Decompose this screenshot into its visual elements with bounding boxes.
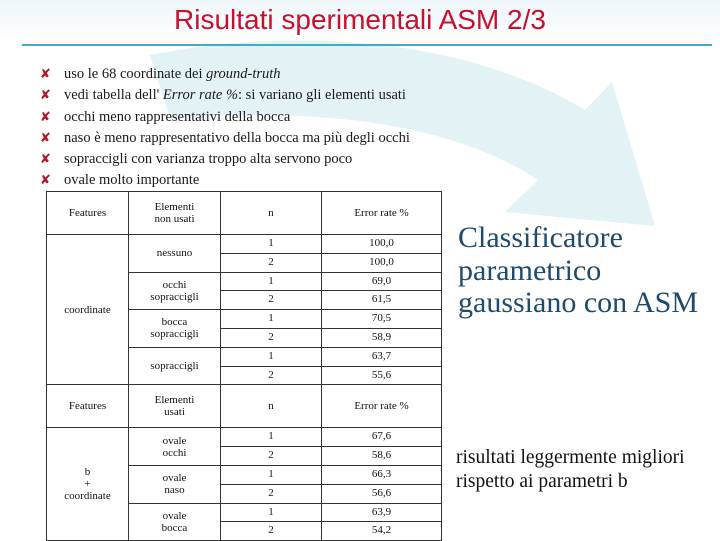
element-cell: occhi sopraccigli bbox=[129, 272, 221, 310]
cross-mark-icon: ✘ bbox=[40, 109, 51, 125]
bullet-list bbox=[40, 64, 470, 192]
n-cell: 1 bbox=[221, 347, 322, 366]
error-rate-cell: 67,6 bbox=[322, 428, 442, 447]
bullet-emphasis: Error rate % bbox=[162, 87, 239, 104]
bullet-text: vedi tabella dell' bbox=[64, 87, 163, 104]
error-rate-cell: 58,9 bbox=[322, 328, 442, 347]
bullet-item bbox=[40, 170, 470, 191]
n-cell: 2 bbox=[221, 291, 322, 310]
n-cell: 2 bbox=[221, 253, 322, 272]
n-cell: 1 bbox=[221, 310, 322, 329]
cross-mark-icon: ✘ bbox=[40, 88, 51, 104]
element-cell: nessuno bbox=[129, 235, 221, 273]
bullet-item bbox=[40, 85, 470, 106]
cross-mark-icon: ✘ bbox=[40, 67, 51, 82]
header-features: Features bbox=[47, 385, 129, 428]
results-table bbox=[46, 191, 442, 541]
bullet-item bbox=[40, 64, 470, 85]
element-cell: ovale naso bbox=[129, 465, 221, 503]
n-cell: 1 bbox=[221, 235, 322, 254]
header-error-rate: Error rate % bbox=[322, 385, 442, 428]
results-note: risultati leggermente migliori rispetto ai parametri b bbox=[456, 447, 685, 492]
bullet-text: uso le 68 coordinate dei bbox=[64, 66, 207, 82]
error-rate-cell: 63,7 bbox=[322, 347, 442, 366]
bullet-item bbox=[40, 107, 470, 128]
error-rate-cell: 100,0 bbox=[322, 235, 442, 254]
cross-mark-icon: ✘ bbox=[40, 173, 51, 189]
feature-group-cell: b + coordinate bbox=[47, 428, 129, 541]
error-rate-cell: 100,0 bbox=[322, 253, 442, 272]
bullet-text-end: : si variano gli elementi usati bbox=[238, 87, 406, 104]
bullet-text: occhi meno rappresentativi della bocca bbox=[64, 108, 291, 125]
n-cell: 2 bbox=[221, 328, 322, 347]
element-cell: ovale bocca bbox=[129, 503, 221, 541]
n-cell: 2 bbox=[221, 522, 322, 541]
n-cell: 2 bbox=[221, 447, 322, 466]
bullet-text: ovale molto importante bbox=[64, 172, 200, 189]
error-rate-cell: 58,6 bbox=[322, 447, 442, 466]
header-n: n bbox=[221, 192, 322, 235]
header-error-rate: Error rate % bbox=[322, 192, 442, 235]
title-underline bbox=[22, 44, 712, 46]
error-rate-cell: 63,9 bbox=[322, 503, 442, 522]
error-rate-cell: 66,3 bbox=[322, 465, 442, 484]
error-rate-cell: 70,5 bbox=[322, 310, 442, 329]
n-cell: 2 bbox=[221, 366, 322, 385]
n-cell: 1 bbox=[221, 272, 322, 291]
bullet-emphasis: ground-truth bbox=[206, 66, 281, 82]
header-n: n bbox=[221, 385, 322, 428]
element-cell: ovale occhi bbox=[129, 428, 221, 466]
bullet-item bbox=[40, 128, 470, 149]
header-elements: Elementi non usati bbox=[129, 192, 221, 235]
table-row bbox=[47, 428, 442, 447]
n-cell: 2 bbox=[221, 484, 322, 503]
n-cell: 1 bbox=[221, 428, 322, 447]
table-header-row bbox=[47, 192, 442, 235]
bullet-text: sopraccigli con varianza troppo alta servono poco bbox=[64, 151, 353, 168]
table-header-row bbox=[47, 385, 442, 428]
element-cell: bocca sopraccigli bbox=[129, 310, 221, 348]
header-elements: Elementi usati bbox=[129, 385, 221, 428]
error-rate-cell: 54,2 bbox=[322, 522, 442, 541]
page-title: Risultati sperimentali ASM 2/3 bbox=[174, 4, 546, 35]
n-cell: 1 bbox=[221, 503, 322, 522]
bullet-text: naso è meno rappresentativo della bocca ma più degli occhi bbox=[64, 129, 410, 146]
cross-mark-icon: ✘ bbox=[40, 152, 51, 168]
error-rate-cell: 61,5 bbox=[322, 291, 442, 310]
element-cell: sopraccigli bbox=[129, 347, 221, 385]
error-rate-cell: 69,0 bbox=[322, 272, 442, 291]
header-features: Features bbox=[47, 192, 129, 235]
table-row bbox=[47, 235, 442, 254]
n-cell: 1 bbox=[221, 465, 322, 484]
error-rate-cell: 55,6 bbox=[322, 366, 442, 385]
cross-mark-icon: ✘ bbox=[40, 130, 51, 146]
feature-group-cell: coordinate bbox=[47, 235, 129, 385]
error-rate-cell: 56,6 bbox=[322, 484, 442, 503]
classifier-title: Classificatore parametrico gaussiano con ASM bbox=[458, 221, 698, 319]
bullet-item bbox=[40, 149, 470, 170]
